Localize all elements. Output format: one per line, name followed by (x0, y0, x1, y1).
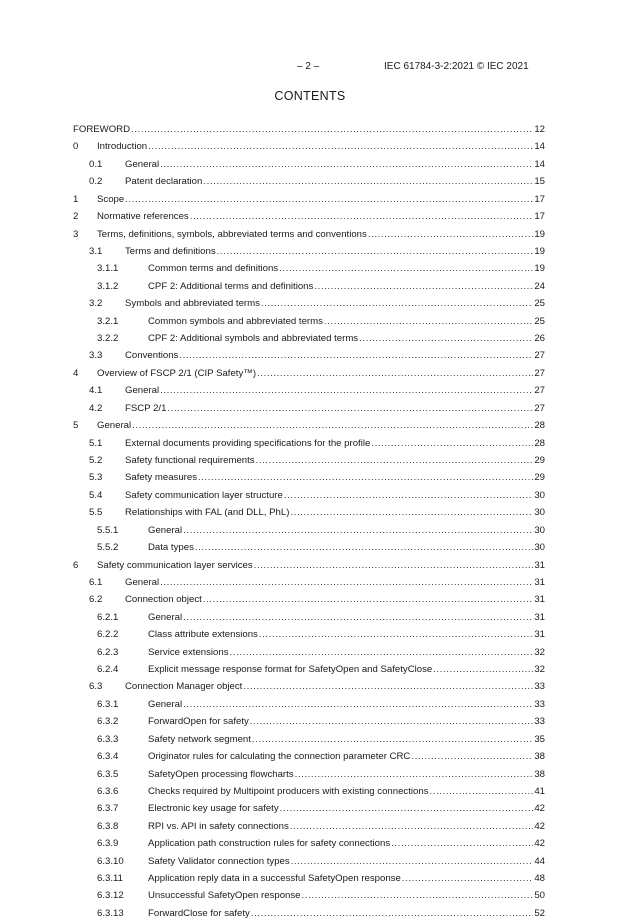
toc-page-number: 27 (534, 385, 545, 397)
toc-entry[interactable] (0, 384, 620, 398)
toc-dot-leader (314, 280, 533, 294)
toc-entry[interactable] (0, 593, 620, 607)
toc-page-number: 29 (534, 472, 545, 484)
toc-page-number: 31 (534, 576, 545, 588)
toc-dot-leader (125, 193, 533, 207)
toc-dot-leader (280, 802, 534, 816)
toc-entry[interactable] (0, 402, 620, 416)
toc-section-title: Originator rules for calculating the connection parameter CRC (148, 751, 411, 763)
toc-dot-leader (183, 611, 533, 625)
document-reference: IEC 61784-3-2:2021 © IEC 2021 (384, 61, 529, 72)
toc-section-number: 6.3.1 (97, 698, 119, 710)
toc-dot-leader (261, 297, 533, 311)
toc-entry[interactable] (0, 698, 620, 712)
toc-section-title: Connection Manager object (125, 681, 243, 693)
toc-section-number: 6.3.11 (97, 873, 123, 885)
toc-page-number: 17 (534, 193, 545, 205)
toc-page-number: 19 (534, 228, 545, 240)
toc-section-title: Introduction (97, 141, 148, 153)
toc-section-title: Terms and definitions (125, 245, 216, 257)
page-number: – 2 – (297, 61, 320, 72)
toc-section-number: 3.2 (89, 298, 103, 310)
toc-dot-leader (190, 210, 534, 224)
toc-entry[interactable] (0, 228, 620, 242)
toc-page-number: 33 (534, 681, 545, 693)
toc-section-number: 5.2 (89, 454, 103, 466)
toc-section-number: 3.1.1 (97, 263, 119, 275)
toc-page-number: 31 (534, 559, 545, 571)
toc-page-number: 52 (534, 907, 545, 919)
toc-entry[interactable] (0, 715, 620, 729)
toc-section-title: Application path construction rules for safety connections (148, 838, 391, 850)
toc-dot-leader (217, 245, 534, 259)
toc-entry[interactable] (0, 123, 620, 137)
toc-page-number: 15 (534, 176, 545, 188)
toc-section-number: 3.1.2 (97, 280, 119, 292)
toc-section-number: 3.3 (89, 350, 103, 362)
toc-page-number: 27 (534, 402, 545, 414)
toc-entry[interactable] (0, 872, 620, 886)
toc-section-number: 5.5.1 (97, 524, 119, 536)
toc-entry[interactable] (0, 245, 620, 259)
toc-entry[interactable] (0, 750, 620, 764)
toc-section-title: Symbols and abbreviated terms (125, 298, 260, 310)
toc-page-number: 19 (534, 245, 545, 257)
toc-page-number: 31 (534, 594, 545, 606)
toc-page-number: 25 (534, 298, 545, 310)
toc-entry[interactable] (0, 541, 620, 555)
toc-section-number: 6.2.3 (97, 646, 119, 658)
toc-section-title: RPI vs. API in safety connections (148, 820, 289, 832)
toc-entry[interactable] (0, 367, 620, 381)
toc-entry[interactable] (0, 820, 620, 834)
toc-section-title: Conventions (125, 350, 179, 362)
toc-section-number: 5.5.2 (97, 542, 119, 554)
toc-dot-leader (430, 785, 534, 799)
toc-entry[interactable] (0, 611, 620, 625)
toc-section-number: 2 (73, 211, 79, 223)
toc-section-number: 4.2 (89, 402, 103, 414)
toc-page-number: 24 (534, 280, 545, 292)
toc-dot-leader (179, 349, 533, 363)
toc-page-number: 30 (534, 542, 545, 554)
toc-entry[interactable] (0, 437, 620, 451)
toc-dot-leader (291, 855, 534, 869)
toc-section-title: General (148, 698, 183, 710)
toc-entry[interactable] (0, 559, 620, 573)
toc-dot-leader (284, 489, 533, 503)
toc-dot-leader (250, 715, 534, 729)
toc-section-title: General (125, 385, 160, 397)
toc-entry[interactable] (0, 768, 620, 782)
toc-entry[interactable] (0, 907, 620, 921)
toc-page-number: 14 (534, 141, 545, 153)
toc-section-title: Safety measures (125, 472, 197, 484)
toc-page-number: 44 (534, 855, 545, 867)
toc-section-title: Scope (97, 193, 125, 205)
toc-section-number: 0 (73, 141, 79, 153)
toc-page-number: 32 (534, 646, 545, 658)
toc-dot-leader (411, 750, 533, 764)
toc-dot-leader (160, 158, 533, 172)
toc-section-number: 5.3 (89, 472, 103, 484)
toc-dot-leader (402, 872, 534, 886)
toc-page-number: 27 (534, 367, 545, 379)
toc-dot-leader (183, 524, 533, 538)
toc-section-number: 3.2.2 (97, 333, 119, 345)
toc-section-number: 6.2.4 (97, 664, 119, 676)
toc-section-number: 5 (73, 420, 79, 432)
toc-page-number: 50 (534, 890, 545, 902)
toc-dot-leader (433, 663, 533, 677)
toc-section-title: General (125, 576, 160, 588)
toc-section-number: 6.3.2 (97, 716, 119, 728)
toc-dot-leader (203, 593, 534, 607)
toc-page-number: 38 (534, 768, 545, 780)
toc-dot-leader (359, 332, 533, 346)
toc-page-number: 12 (534, 124, 545, 135)
toc-section-title: Terms, definitions, symbols, abbreviated terms and conventions (97, 228, 367, 240)
toc-page-number: 30 (534, 524, 545, 536)
toc-entry[interactable] (0, 855, 620, 869)
toc-section-title: Safety Validator connection types (148, 855, 290, 867)
toc-entry[interactable] (0, 576, 620, 590)
toc-section-title: Safety communication layer structure (125, 489, 283, 501)
toc-section-title: Checks required by Multipoint producers with existing connections (148, 785, 429, 797)
toc-section-title: Data types (148, 542, 194, 554)
toc-section-title: FSCP 2/1 (125, 402, 167, 414)
toc-section-title: CPF 2: Additional terms and definitions (148, 280, 314, 292)
toc-section-title: General (148, 611, 183, 623)
toc-section-title: Unsuccessful SafetyOpen response (148, 890, 301, 902)
toc-section-title: Application reply data in a successful SafetyOpen response (148, 873, 401, 885)
toc-entry[interactable] (0, 297, 620, 311)
toc-dot-leader (257, 367, 533, 381)
toc-dot-leader (148, 140, 533, 154)
toc-entry[interactable] (0, 349, 620, 363)
toc-entry[interactable] (0, 837, 620, 851)
toc-page-number: 42 (534, 820, 545, 832)
toc-page-number: 19 (534, 263, 545, 275)
toc-section-number: 6.3.9 (97, 838, 119, 850)
toc-page-number: 41 (534, 785, 545, 797)
toc-page-number: 28 (534, 420, 545, 432)
toc-section-number: 6 (73, 559, 79, 571)
toc-section-title: Patent declaration (125, 176, 203, 188)
toc-section-title: SafetyOpen processing flowcharts (148, 768, 294, 780)
toc-section-title: Electronic key usage for safety (148, 803, 279, 815)
toc-section-title: Common terms and definitions (148, 263, 279, 275)
toc-section-number: 6.3.4 (97, 751, 119, 763)
toc-entry[interactable] (0, 332, 620, 346)
toc-section-number: 0.2 (89, 176, 103, 188)
toc-dot-leader (371, 437, 533, 451)
toc-dot-leader (132, 419, 533, 433)
toc-section-title: Overview of FSCP 2/1 (CIP Safety™) (97, 367, 257, 379)
toc-section-title: CPF 2: Additional symbols and abbreviated terms (148, 333, 359, 345)
toc-entry[interactable] (0, 506, 620, 520)
toc-entry[interactable] (0, 646, 620, 660)
toc-section-title: Safety communication layer services (97, 559, 253, 571)
toc-dot-leader (391, 837, 533, 851)
toc-section-title: Connection object (125, 594, 202, 606)
toc-entry[interactable] (0, 158, 620, 172)
toc-section-title: Normative references (97, 211, 189, 223)
toc-section-title: General (148, 524, 183, 536)
toc-dot-leader (167, 402, 533, 416)
toc-dot-leader (254, 559, 534, 573)
toc-section-title: Common symbols and abbreviated terms (148, 315, 323, 327)
toc-dot-leader (256, 454, 534, 468)
toc-section-number: 5.5 (89, 507, 103, 519)
toc-dot-leader (295, 768, 534, 782)
toc-page-number: 48 (534, 873, 545, 885)
toc-dot-leader (368, 228, 534, 242)
toc-entry[interactable] (0, 454, 620, 468)
toc-page-number: 28 (534, 437, 545, 449)
toc-entry[interactable] (0, 733, 620, 747)
toc-section-number: 3.2.1 (97, 315, 119, 327)
toc-section-title: ForwardOpen for safety (148, 716, 249, 728)
toc-section-number: 6.1 (89, 576, 103, 588)
toc-dot-leader (243, 680, 533, 694)
toc-dot-leader (131, 123, 533, 137)
toc-section-number: 6.2.2 (97, 629, 119, 641)
toc-entry[interactable] (0, 628, 620, 642)
toc-page-number: 30 (534, 507, 545, 519)
toc-entry[interactable] (0, 802, 620, 816)
toc-section-title: General (125, 158, 160, 170)
toc-section-number: 6.3.13 (97, 907, 124, 919)
toc-section-number: 6.2.1 (97, 611, 119, 623)
toc-section-title: Safety functional requirements (125, 454, 255, 466)
toc-entry[interactable] (0, 280, 620, 294)
toc-section-number: 1 (73, 193, 79, 205)
toc-section-title: Safety network segment (148, 733, 251, 745)
toc-dot-leader (195, 541, 533, 555)
toc-dot-leader (259, 628, 533, 642)
toc-page-number: 14 (534, 158, 545, 170)
toc-entry[interactable] (0, 315, 620, 329)
toc-entry[interactable] (0, 524, 620, 538)
toc-dot-leader (252, 733, 533, 747)
page-header (0, 61, 620, 75)
toc-dot-leader (279, 262, 533, 276)
contents-heading: CONTENTS (274, 89, 346, 103)
toc-page-number: 31 (534, 611, 545, 623)
toc-section-number: 3.1 (89, 245, 103, 257)
toc-dot-leader (302, 889, 534, 903)
toc-entry[interactable] (0, 210, 620, 224)
toc-section-title: Explicit message response format for SafetyOpen and SafetyClose (148, 664, 433, 676)
toc-entry[interactable] (0, 489, 620, 503)
toc-dot-leader (290, 820, 534, 834)
toc-section-title: General (97, 420, 132, 432)
toc-page-number: 33 (534, 698, 545, 710)
toc-dot-leader (183, 698, 533, 712)
toc-section-number: 6.3.8 (97, 820, 119, 832)
toc-section-number: 3 (73, 228, 79, 240)
toc-section-number: 4.1 (89, 385, 103, 397)
toc-dot-leader (230, 646, 534, 660)
toc-section-number: 6.3.10 (97, 855, 124, 867)
toc-page-number: 30 (534, 489, 545, 501)
toc-page-number: 25 (534, 315, 545, 327)
toc-section-number: 0.1 (89, 158, 103, 170)
toc-entry[interactable] (0, 663, 620, 677)
toc-section-number: 5.4 (89, 489, 103, 501)
toc-section-number: 6.3.3 (97, 733, 119, 745)
toc-dot-leader (251, 907, 533, 921)
toc-section-number: 6.3.12 (97, 890, 124, 902)
toc-entry[interactable] (0, 140, 620, 154)
toc-section-title: ForwardClose for safety (148, 907, 250, 919)
toc-dot-leader (290, 506, 533, 520)
toc-section-number: 6.3 (89, 681, 103, 693)
toc-section-number: 5.1 (89, 437, 103, 449)
toc-page-number: 32 (534, 664, 545, 676)
toc-section-title: Relationships with FAL (and DLL, PhL) (125, 507, 290, 519)
toc-page-number: 27 (534, 350, 545, 362)
toc-section-title: Class attribute extensions (148, 629, 258, 641)
toc-page-number: 29 (534, 454, 545, 466)
toc-entry[interactable] (0, 889, 620, 903)
toc-dot-leader (324, 315, 533, 329)
toc-page-number: 42 (534, 803, 545, 815)
toc-page-number: 38 (534, 751, 545, 763)
toc-section-title: FOREWORD (73, 124, 131, 135)
toc-section-number: 6.3.7 (97, 803, 119, 815)
toc-dot-leader (203, 175, 533, 189)
toc-entry[interactable] (0, 262, 620, 276)
toc-entry[interactable] (0, 680, 620, 694)
toc-entry[interactable] (0, 419, 620, 433)
toc-dot-leader (160, 384, 533, 398)
toc-dot-leader (160, 576, 533, 590)
toc-dot-leader (198, 471, 533, 485)
toc-page-number: 35 (534, 733, 545, 745)
toc-section-title: Service extensions (148, 646, 229, 658)
toc-page-number: 33 (534, 716, 545, 728)
toc-entry[interactable] (0, 175, 620, 189)
toc-section-number: 6.2 (89, 594, 103, 606)
toc-section-number: 4 (73, 367, 79, 379)
toc-section-number: 6.3.5 (97, 768, 119, 780)
toc-entry[interactable] (0, 193, 620, 207)
toc-section-number: 6.3.6 (97, 785, 119, 797)
toc-page-number: 31 (534, 629, 545, 641)
toc-entry[interactable] (0, 785, 620, 799)
toc-page-number: 42 (534, 838, 545, 850)
toc-page-number: 17 (534, 211, 545, 223)
toc-entry[interactable] (0, 471, 620, 485)
toc-section-title: External documents providing specifications for the profile (125, 437, 371, 449)
toc-page-number: 26 (534, 333, 545, 345)
